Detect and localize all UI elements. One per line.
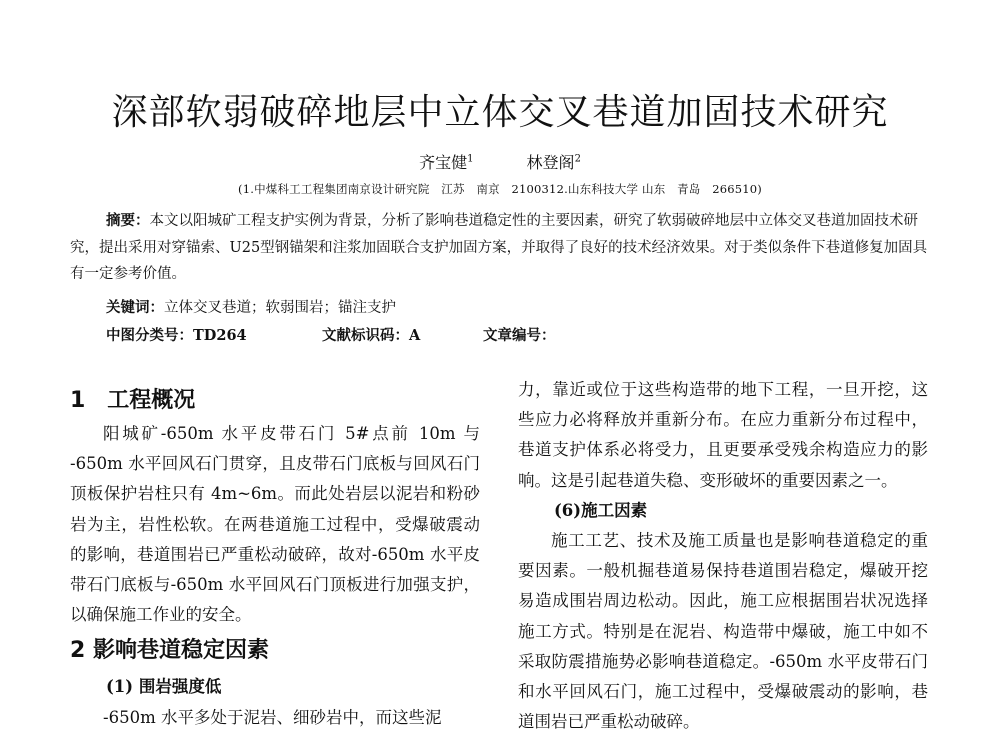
abstract-text: 本文以阳城矿工程支护实例为背景，分析了影响巷道稳定性的主要因素，研究了软弱破碎地层中立体交叉巷道加固技术研究，提出采用对穿锚索、U25型钢锚架和注浆加固联合支护加固方案，并取得了良好的技术经济效果。对于类似条件下巷道修复加固具有一定参考价值。 [70, 213, 928, 282]
paper-title: 深部软弱破碎地层中立体交叉巷道加固技术研究 [111, 92, 889, 133]
clc-field [106, 324, 322, 345]
abstract [70, 208, 930, 288]
keywords [106, 296, 396, 317]
keywords-label: 关键词： [106, 299, 164, 316]
section-2-paragraph: -650m 水平多处于泥岩、细砂岩中，而这些泥 [103, 707, 442, 727]
author-2-affil-mark: 2 [574, 153, 581, 165]
subsection-heading-1: (1) 围岩强度低 [106, 677, 222, 697]
author-line [0, 150, 1000, 173]
section-heading-1: 1 工程概况 [70, 388, 196, 413]
keywords-text: 立体交叉巷道；软弱围岩；锚注支护 [164, 300, 396, 316]
doc-code-label: 文献标识码： [322, 327, 409, 344]
clc-label: 中图分类号： [106, 327, 193, 344]
construction-factor-paragraph: 施工工艺、技术及施工质量也是影响巷道稳定的重要因素。一般机掘巷道易保持巷道围岩稳定，爆破开挖易造成围岩周边松动。因此，施工应根据围岩状况选择施工方式。特别是在泥岩、构造带中爆破，施工中如不采取防震措施势必影响巷道稳定。-650m 水平皮带石门和水平回风石门，施工过程中，受爆破震动的影响，巷道围岩已严重松动破碎。 [518, 531, 928, 732]
continued-paragraph: 力，靠近或位于这些构造带的地下工程，一旦开挖，这些应力必将释放并重新分布。在应力重新分布过程中，巷道支护体系必将受力，且更要承受残余构造应力的影响。这是引起巷道失稳、变形破坏的重要因素之一。 [518, 380, 928, 490]
author-2-name: 林登阁 [526, 153, 575, 172]
doc-code-field [322, 324, 483, 345]
section-1-paragraph: 阳城矿-650m 水平皮带石门 5#点前 10m 与 -650m 水平回风石门贯穿，且皮带石门底板与回风石门顶板保护岩柱只有 4m~6m。而此处岩层以泥岩和粉砂岩为主，岩性松软。在两巷道施工过程中，受爆破震动的影响，巷道围岩已严重松动破碎，故对-650m 水平皮带石门底板与-650m 水平回风石门顶板进行加强支护，以确保施工作业的安全。 [70, 424, 480, 625]
author-1-name: 齐宝健 [419, 153, 468, 172]
left-column [70, 375, 480, 733]
subsection-heading-6: (6)施工因素 [554, 500, 648, 520]
author-2 [527, 150, 581, 173]
section-heading-2: 2 影响巷道稳定因素 [70, 638, 269, 664]
article-number-label: 文章编号： [483, 327, 556, 344]
author-1-affil-mark: 1 [467, 153, 474, 165]
affiliation: (1.中煤科工工程集团南京设计研究院 江苏 南京 2100312.山东科技大学 山东 青岛 266510) [238, 182, 762, 196]
author-1 [419, 150, 473, 173]
doc-code-value: A [409, 327, 421, 344]
right-column [518, 375, 928, 737]
classification-line [106, 324, 556, 345]
abstract-label: 摘要： [106, 212, 150, 229]
clc-value: TD264 [193, 327, 247, 344]
